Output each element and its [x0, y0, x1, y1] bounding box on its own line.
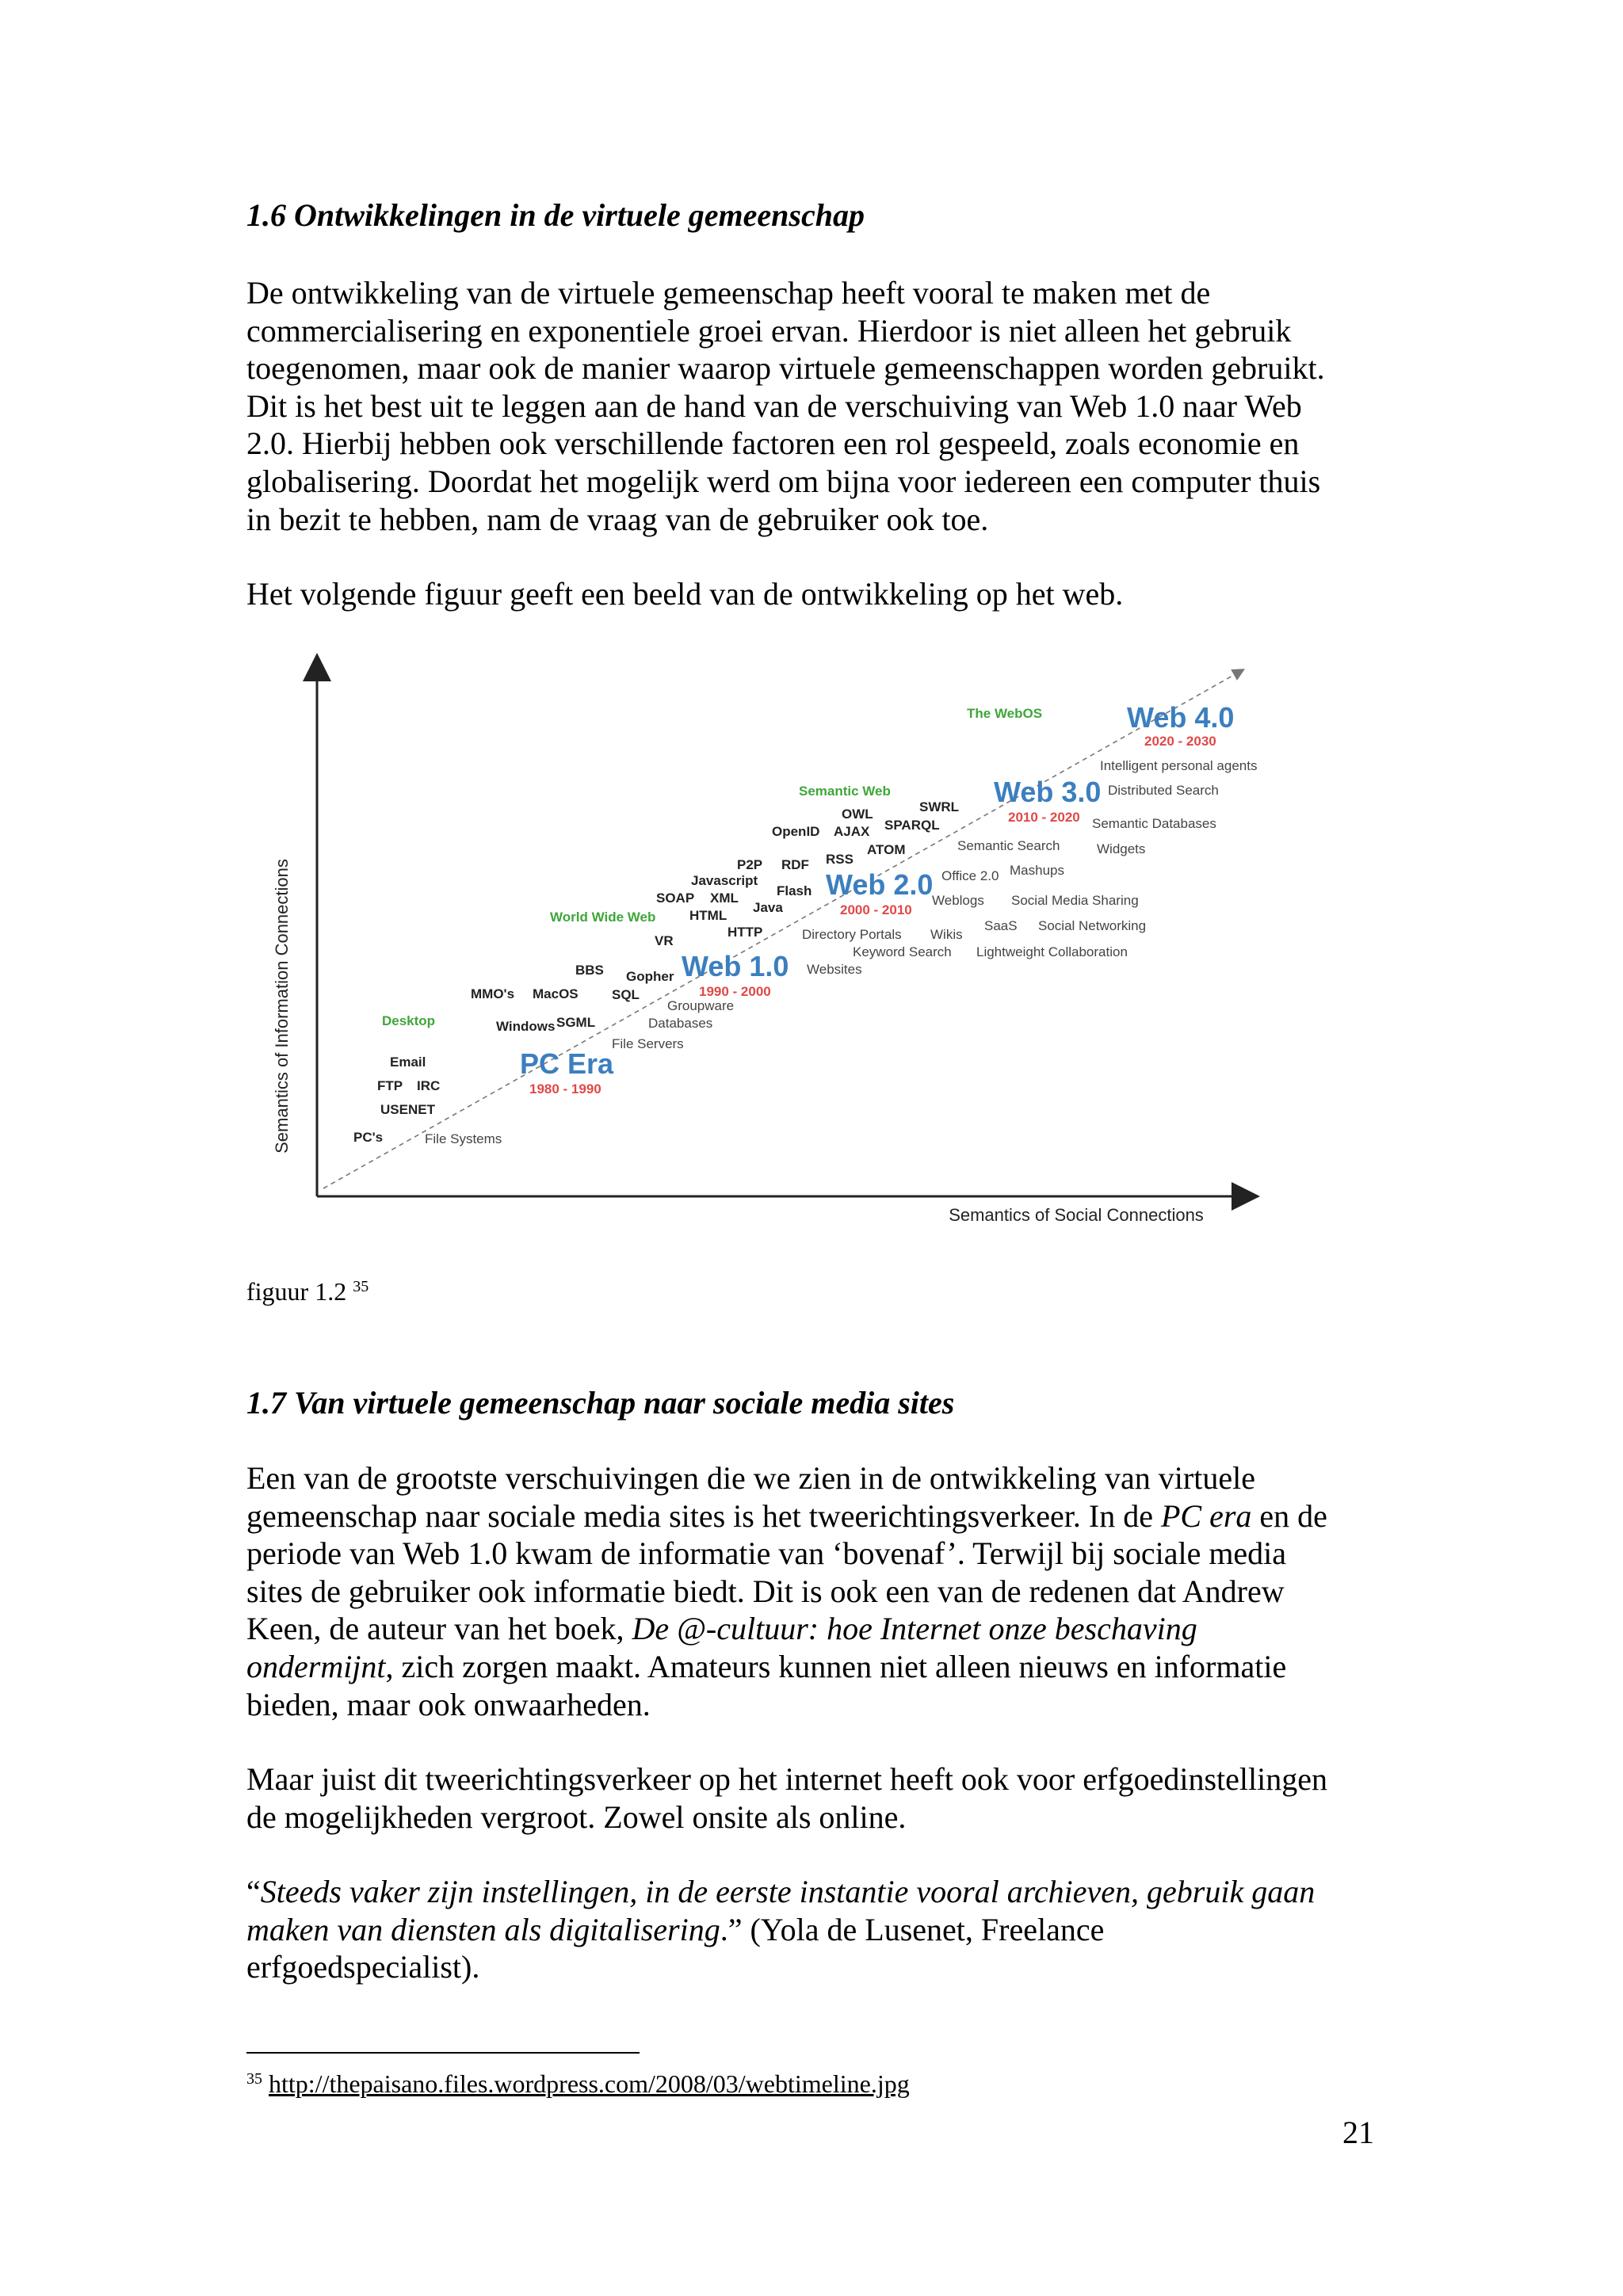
label-html: HTML	[689, 908, 727, 923]
web-evolution-diagram	[269, 650, 1284, 1236]
paragraph-two-way-traffic	[246, 1459, 1327, 1723]
label-p2p: P2P	[737, 857, 763, 872]
book-title: De @-cultuur: hoe Internet onze beschaving	[632, 1611, 1197, 1647]
label-openid: OpenID	[772, 824, 820, 839]
label-javascript: Javascript	[691, 873, 758, 888]
paragraph-line	[246, 1497, 1327, 1535]
attribution: .” (Yola de Lusenet, Freelance	[720, 1911, 1105, 1947]
label-sql: SQL	[612, 987, 640, 1002]
label-widgets: Widgets	[1097, 841, 1146, 856]
paragraph-line	[246, 1873, 1315, 1911]
label-groupware: Groupware	[667, 998, 735, 1013]
category-desktop: Desktop	[382, 1013, 436, 1028]
section-heading-1-7: 1.7 Van virtuele gemeenschap naar sociale media sites	[246, 1385, 955, 1421]
era-web3-years: 2010 - 2020	[1008, 810, 1080, 825]
footnote	[246, 2068, 910, 2100]
label-databases: Databases	[648, 1016, 713, 1031]
caption-footnote-ref[interactable]: 35	[353, 1278, 369, 1295]
paragraph-line	[246, 1911, 1315, 1949]
paragraph-line: Maar juist dit tweerichtingsverkeer op het internet heeft ook voor erfgoedinstellingen	[246, 1761, 1328, 1797]
x-axis-label: Semantics of Social Connections	[949, 1205, 1204, 1225]
label-directory-portals: Directory Portals	[802, 927, 902, 942]
text-run: en de	[1251, 1497, 1327, 1534]
label-websites: Websites	[807, 962, 862, 977]
paragraph-line: globalisering. Doordat het mogelijk werd om bijna voor iedereen een computer thuis	[246, 463, 1321, 499]
paragraph-figure-intro: Het volgende figuur geeft een beeld van de ontwikkeling op het web.	[246, 576, 1124, 612]
era-web4-years: 2020 - 2030	[1144, 734, 1216, 749]
y-axis-label: Semantics of Information Connections	[272, 859, 292, 1154]
label-distributed-search: Distributed Search	[1108, 783, 1219, 798]
era-web3-title: Web 3.0	[994, 776, 1102, 808]
paragraph-line: Een van de grootste verschuivingen die we zien in de ontwikkeling van virtuele	[246, 1460, 1255, 1496]
paragraph-line: commercialisering en exponentiele groei ervan. Hierdoor is niet alleen het gebruik	[246, 312, 1292, 349]
label-mmos: MMO's	[471, 986, 515, 1001]
paragraph-line: in bezit te hebben, nam de vraag van de gebruiker ook toe.	[246, 501, 989, 537]
paragraph-line: erfgoedspecialist).	[246, 1949, 480, 1985]
label-xml: XML	[710, 891, 739, 906]
category-world-wide-web: World Wide Web	[550, 910, 656, 925]
paragraph-line	[246, 1610, 1327, 1648]
page-number: 21	[1342, 2115, 1374, 2150]
label-java: Java	[753, 900, 783, 915]
era-web1-title: Web 1.0	[682, 950, 789, 982]
footnote-link[interactable]: http://thepaisano.files.wordpress.com/2008/03/webtimeline.jpg	[269, 2069, 910, 2098]
label-usenet: USENET	[380, 1102, 435, 1117]
footnote-number: 35	[246, 2070, 262, 2088]
label-keyword-search: Keyword Search	[853, 944, 952, 959]
paragraph-line: periode van Web 1.0 kwam de informatie van ‘bovenaf’. Terwijl bij sociale media	[246, 1535, 1287, 1572]
label-flash: Flash	[777, 883, 812, 898]
label-windows: Windows	[496, 1019, 556, 1034]
section-heading-1-6: 1.6 Ontwikkelingen in de virtuele gemeenschap	[246, 197, 865, 233]
label-sgml: SGML	[556, 1015, 596, 1030]
paragraph-heritage	[246, 1760, 1327, 1836]
label-http: HTTP	[727, 925, 763, 940]
label-soap: SOAP	[656, 891, 695, 906]
era-web1-years: 1990 - 2000	[699, 984, 771, 999]
label-intelligent-agents: Intelligent personal agents	[1100, 758, 1258, 773]
label-bbs: BBS	[575, 963, 604, 978]
paragraph-line: 2.0. Hierbij hebben ook verschillende factoren een rol gespeeld, zoals economie en	[246, 425, 1300, 462]
label-rss: RSS	[826, 852, 854, 867]
label-macos: MacOS	[533, 986, 579, 1001]
label-vr: VR	[655, 933, 674, 948]
label-wikis: Wikis	[930, 927, 963, 942]
label-social-networking: Social Networking	[1038, 918, 1147, 933]
label-weblogs: Weblogs	[932, 893, 984, 908]
category-semantic-web: Semantic Web	[799, 784, 891, 799]
label-semantic-databases: Semantic Databases	[1092, 816, 1216, 831]
text-run: gemeenschap naar sociale media sites is het tweerichtingsverkeer. In de	[246, 1497, 1161, 1534]
text-run: Keen, de auteur van het boek,	[246, 1611, 632, 1647]
label-file-systems: File Systems	[425, 1131, 502, 1146]
era-web2-years: 2000 - 2010	[840, 902, 912, 917]
label-owl: OWL	[842, 807, 873, 822]
paragraph-line: Dit is het best uit te leggen aan de hand van de verschuiving van Web 1.0 naar Web	[246, 387, 1302, 424]
era-web2-title: Web 2.0	[826, 868, 934, 901]
paragraph-line: bieden, maar ook onwaarheden.	[246, 1686, 651, 1722]
label-gopher: Gopher	[626, 969, 674, 984]
label-semantic-search: Semantic Search	[957, 838, 1060, 853]
label-saas: SaaS	[984, 918, 1018, 933]
label-rdf: RDF	[781, 857, 809, 872]
paragraph-development	[246, 274, 1325, 538]
web-evolution-figure	[269, 650, 1284, 1236]
paragraph-line: sites de gebruiker ook informatie biedt. Dit is ook een van de redenen dat Andrew	[246, 1573, 1285, 1609]
text-run: , zich zorgen maakt. Amateurs kunnen niet alleen nieuws en informatie	[385, 1648, 1287, 1684]
quote-text: Steeds vaker zijn instellingen, in de eerste instantie vooral archieven, gebruik gaan	[260, 1874, 1316, 1909]
label-sparql: SPARQL	[884, 818, 940, 833]
quote-paragraph	[246, 1873, 1315, 1986]
open-quote: “	[246, 1874, 261, 1909]
label-file-servers: File Servers	[612, 1036, 684, 1051]
paragraph-line: De ontwikkeling van de virtuele gemeenschap heeft vooral te maken met de	[246, 275, 1211, 311]
footnote-separator	[246, 2052, 640, 2054]
label-social-media-sharing: Social Media Sharing	[1011, 893, 1139, 908]
label-mashups: Mashups	[1010, 863, 1064, 878]
label-pcs: PC's	[353, 1130, 384, 1145]
category-the-webos: The WebOS	[967, 706, 1043, 721]
paragraph-line: toegenomen, maar ook de manier waarop virtuele gemeenschappen worden gebruikt.	[246, 350, 1325, 387]
era-pc-years: 1980 - 1990	[529, 1081, 601, 1097]
label-ftp: FTP	[377, 1078, 403, 1093]
label-ajax: AJAX	[834, 824, 870, 839]
paragraph-line	[246, 1648, 1327, 1686]
label-irc: IRC	[417, 1078, 441, 1093]
label-email: Email	[390, 1055, 426, 1070]
era-web4-title: Web 4.0	[1127, 701, 1235, 734]
label-lightweight-collaboration: Lightweight Collaboration	[976, 944, 1128, 959]
quote-text: maken van diensten als digitalisering	[246, 1911, 720, 1947]
label-atom: ATOM	[867, 842, 906, 857]
era-pc-title: PC Era	[520, 1047, 614, 1080]
book-title: ondermijnt	[246, 1648, 386, 1684]
caption-text: figuur 1.2	[246, 1277, 347, 1306]
label-swrl: SWRL	[919, 799, 960, 814]
figure-caption	[246, 1276, 369, 1307]
italic-term: PC era	[1160, 1497, 1252, 1534]
paragraph-line: de mogelijkheden vergroot. Zowel onsite als online.	[246, 1798, 907, 1835]
label-office-2-0: Office 2.0	[941, 868, 999, 883]
